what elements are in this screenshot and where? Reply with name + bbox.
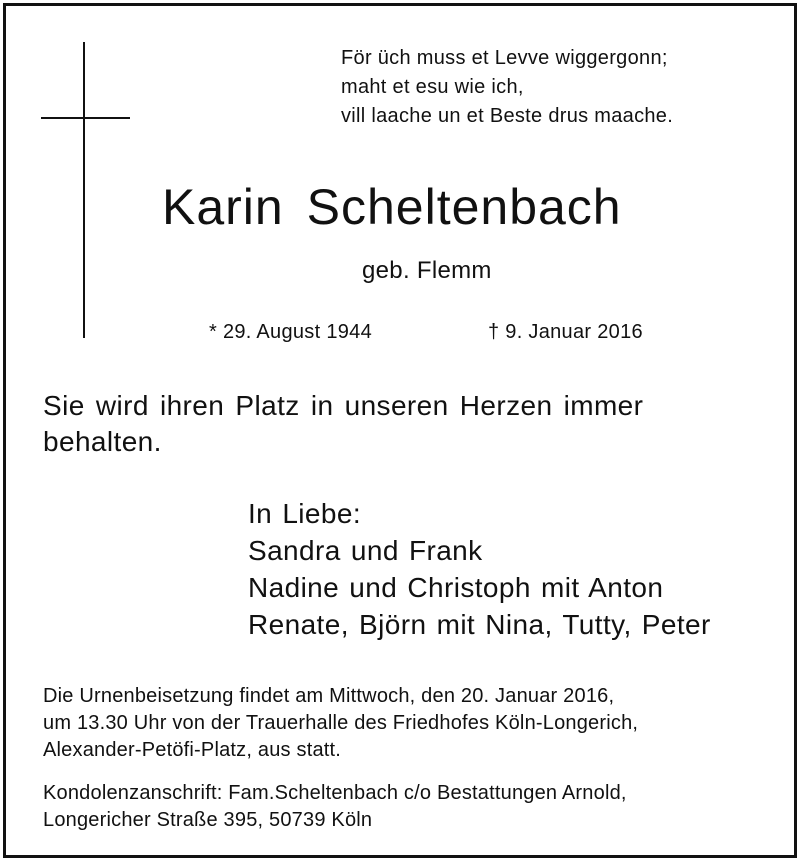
- birth-name: geb. Flemm: [362, 257, 492, 284]
- quote-line: Sie wird ihren Platz in unseren Herzen immer: [43, 390, 644, 421]
- motto-verse: [341, 44, 673, 131]
- funeral-info-line: um 13.30 Uhr von der Trauerhalle des Friedhofes Köln-Longerich,: [43, 712, 639, 734]
- cross-icon-horizontal-bar: [41, 117, 130, 119]
- family-line: Renate, Björn mit Nina, Tutty, Peter: [248, 609, 711, 640]
- funeral-info-line: Die Urnenbeisetzung findet am Mittwoch, den 20. Januar 2016,: [43, 685, 615, 707]
- condolence-line: Longericher Straße 395, 50739 Köln: [43, 809, 373, 831]
- death-date: † 9. Januar 2016: [488, 321, 643, 343]
- quote-line: behalten.: [43, 426, 162, 457]
- obituary-frame: [3, 3, 797, 858]
- funeral-info: [43, 683, 638, 764]
- cross-icon-vertical-bar: [83, 42, 85, 338]
- motto-line: För üch muss et Levve wiggergonn;: [341, 47, 668, 69]
- motto-line: maht et esu wie ich,: [341, 76, 524, 98]
- condolence-line: Kondolenzanschrift: Fam.Scheltenbach c/o Bestattungen Arnold,: [43, 782, 627, 804]
- deceased-name: Karin Scheltenbach: [162, 179, 622, 235]
- birth-date: * 29. August 1944: [209, 321, 373, 343]
- family-intro: In Liebe:: [248, 498, 362, 529]
- condolence-address: [43, 780, 627, 834]
- funeral-info-line: Alexander-Petöfi-Platz, aus statt.: [43, 739, 342, 761]
- family-signatures: [248, 495, 711, 643]
- family-line: Nadine und Christoph mit Anton: [248, 572, 664, 603]
- memorial-quote: [43, 388, 763, 460]
- family-line: Sandra und Frank: [248, 535, 483, 566]
- motto-line: vill laache un et Beste drus maache.: [341, 105, 674, 127]
